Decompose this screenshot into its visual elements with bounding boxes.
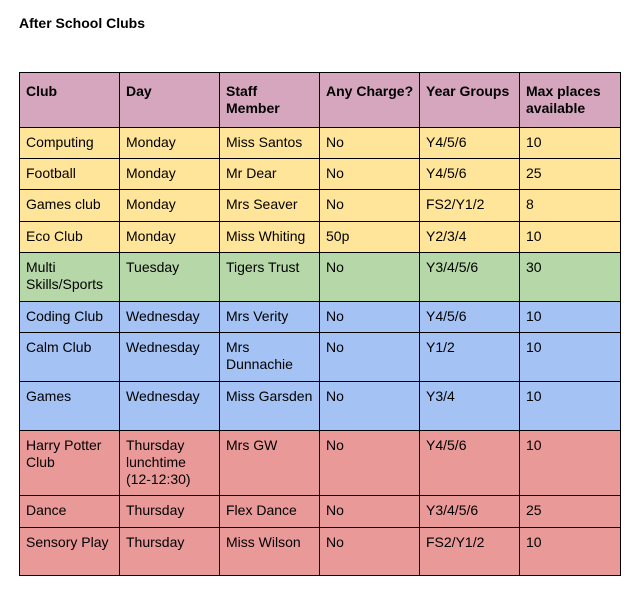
cell-club: Sensory Play [20,528,120,576]
cell-day: Monday [120,128,220,159]
table-row [20,431,621,496]
cell-any-charge: No [320,159,420,190]
cell-day: Wednesday [120,302,220,333]
cell-club: Dance [20,496,120,528]
table-row [20,382,621,431]
cell-any-charge: No [320,302,420,333]
cell-year-groups: FS2/Y1/2 [420,190,520,222]
cell-staff-member: Mrs GW [220,431,320,496]
cell-any-charge: No [320,496,420,528]
cell-year-groups: Y4/5/6 [420,302,520,333]
header-staff-member: Staff Member [220,73,320,128]
header-any-charge: Any Charge? [320,73,420,128]
cell-year-groups: Y1/2 [420,333,520,382]
cell-staff-member: Mrs Dunnachie [220,333,320,382]
cell-max-places: 10 [520,528,621,576]
cell-any-charge: No [320,333,420,382]
clubs-table-body [20,128,621,576]
cell-max-places: 25 [520,159,621,190]
cell-day: Thursday lunchtime (12-12:30) [120,431,220,496]
cell-staff-member: Mr Dear [220,159,320,190]
table-row [20,333,621,382]
cell-year-groups: Y3/4/5/6 [420,496,520,528]
header-club: Club [20,73,120,128]
cell-max-places: 8 [520,190,621,222]
cell-day: Thursday [120,496,220,528]
table-row [20,528,621,576]
cell-staff-member: Mrs Verity [220,302,320,333]
cell-day: Monday [120,222,220,253]
cell-day: Monday [120,190,220,222]
cell-day: Monday [120,159,220,190]
cell-any-charge: 50p [320,222,420,253]
cell-any-charge: No [320,253,420,302]
cell-club: Harry Potter Club [20,431,120,496]
cell-max-places: 10 [520,302,621,333]
cell-year-groups: Y4/5/6 [420,128,520,159]
cell-day: Tuesday [120,253,220,302]
cell-staff-member: Tigers Trust [220,253,320,302]
table-row [20,496,621,528]
table-row [20,128,621,159]
cell-max-places: 10 [520,431,621,496]
cell-year-groups: FS2/Y1/2 [420,528,520,576]
header-year-groups: Year Groups [420,73,520,128]
cell-club: Computing [20,128,120,159]
clubs-table [19,72,621,576]
cell-year-groups: Y4/5/6 [420,431,520,496]
cell-max-places: 30 [520,253,621,302]
cell-day: Wednesday [120,382,220,431]
cell-any-charge: No [320,128,420,159]
cell-club: Football [20,159,120,190]
cell-staff-member: Flex Dance [220,496,320,528]
cell-day: Thursday [120,528,220,576]
table-row [20,302,621,333]
cell-any-charge: No [320,528,420,576]
cell-staff-member: Miss Garsden [220,382,320,431]
cell-year-groups: Y2/3/4 [420,222,520,253]
cell-club: Games club [20,190,120,222]
cell-max-places: 25 [520,496,621,528]
table-row [20,159,621,190]
cell-staff-member: Miss Whiting [220,222,320,253]
cell-club: Games [20,382,120,431]
table-row [20,190,621,222]
cell-staff-member: Miss Santos [220,128,320,159]
cell-club: Coding Club [20,302,120,333]
cell-staff-member: Mrs Seaver [220,190,320,222]
cell-year-groups: Y3/4 [420,382,520,431]
cell-max-places: 10 [520,222,621,253]
table-row [20,253,621,302]
page-title: After School Clubs [19,15,146,31]
cell-year-groups: Y4/5/6 [420,159,520,190]
cell-max-places: 10 [520,382,621,431]
cell-max-places: 10 [520,333,621,382]
cell-club: Multi Skills/Sports [20,253,120,302]
cell-club: Calm Club [20,333,120,382]
cell-club: Eco Club [20,222,120,253]
header-max-places: Max places available [520,73,621,128]
cell-any-charge: No [320,382,420,431]
cell-max-places: 10 [520,128,621,159]
cell-staff-member: Miss Wilson [220,528,320,576]
cell-any-charge: No [320,431,420,496]
cell-day: Wednesday [120,333,220,382]
cell-any-charge: No [320,190,420,222]
header-day: Day [120,73,220,128]
table-row [20,222,621,253]
cell-year-groups: Y3/4/5/6 [420,253,520,302]
header-row [20,73,621,128]
